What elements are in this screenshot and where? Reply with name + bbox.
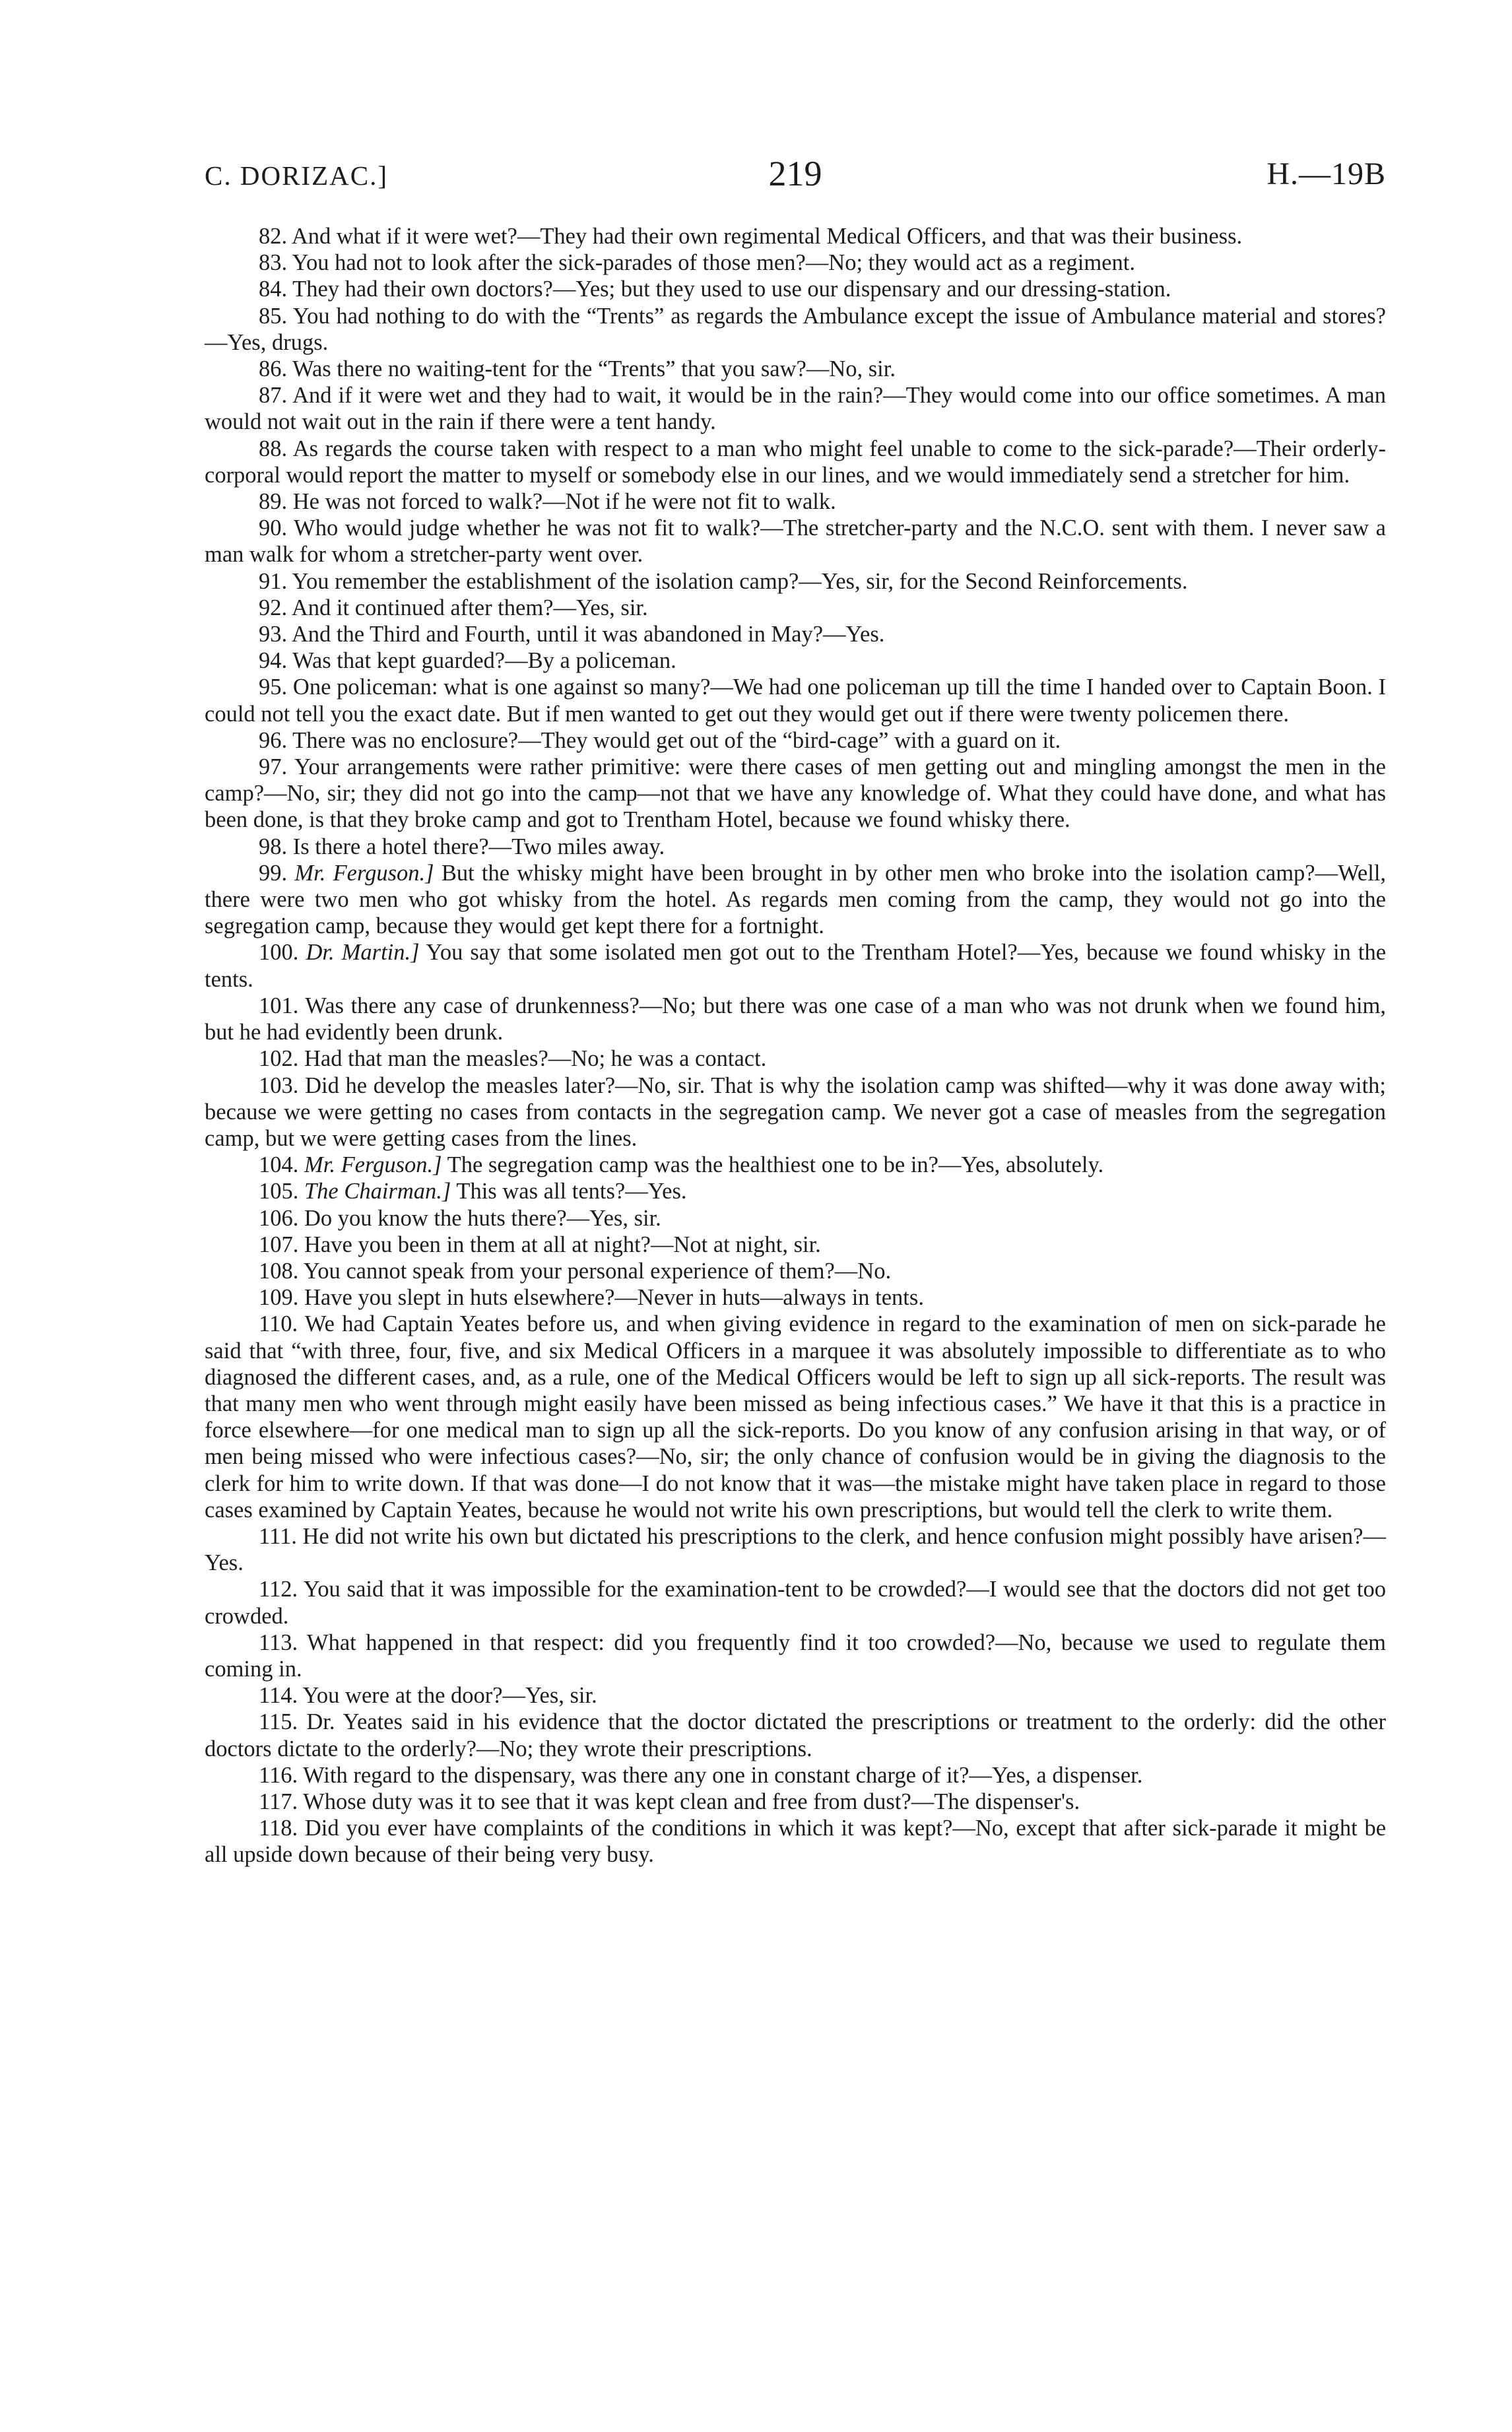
question-number: 111. [259,1523,297,1549]
testimony-paragraph [205,834,1386,860]
testimony-paragraph [205,249,1386,276]
paragraph-text: Is there a hotel there?—Two miles away. [292,834,665,859]
paragraph-text: You say that some isolated men got out to the Trentham Hotel?—Yes, because we found whisky in the tents. [205,940,1387,992]
paragraph-text: You had not to look after the sick-parades of those men?—No; they would act as a regiment. [292,250,1135,276]
testimony-paragraph [205,1523,1386,1576]
paragraph-text: And what if it were wet?—They had their own regimental Medical Officers, and that was their business. [291,224,1243,249]
testimony-paragraph [205,1629,1386,1682]
paragraph-text: You said that it was impossible for the examination-tent to be crowded?—I would see that the doctors did not get too crowded. [205,1577,1386,1629]
testimony-paragraph [205,382,1386,435]
paragraph-text: The segregation camp was the healthiest one to be in?—Yes, absolutely. [447,1152,1104,1178]
question-number: 96. [259,727,288,753]
testimony-paragraph [205,621,1386,647]
question-number: 86. [259,356,288,382]
testimony-paragraph [205,1576,1386,1629]
testimony-paragraph [205,1709,1386,1761]
question-number: 99. [259,860,288,886]
question-number: 109. [259,1285,299,1311]
question-number: 100. [259,940,299,966]
paragraph-text: This was all tents?—Yes. [456,1179,687,1204]
testimony-paragraph [205,1232,1386,1258]
paragraph-text: Do you know the huts there?—Yes, sir. [304,1205,661,1231]
testimony-paragraph [205,727,1386,754]
paragraph-text: Did you ever have complaints of the conditions in which it was kept?—No, except that after sick-parade it might be all upside down because of their being very busy. [205,1816,1387,1868]
speaker-label: Mr. Ferguson.] [294,860,434,886]
testimony-paragraph [205,568,1386,595]
question-number: 89. [259,489,288,515]
paragraph-text: As regards the course taken with respect to a man who might feel unable to come to the sick-parade?—Their orderly-corporal would report the matter to myself or somebody else in our lines, and we would immediately send a stretcher for him. [205,436,1386,488]
question-number: 95. [259,674,288,700]
speaker-label: Dr. Martin.] [306,940,420,966]
paragraph-text: Did he develop the measles later?—No, sir. That is why the isolation camp was shifted—why it was done away with; because we were getting no cases from contacts in the segregation camp. We never got a case of measles from the segregation camp, but we were getting cases from the lines. [205,1072,1386,1151]
paragraph-text: There was no enclosure?—They would get out of the “bird-cage” with a guard on it. [292,727,1061,753]
question-number: 93. [259,622,288,647]
paragraph-text: He did not write his own but dictated his prescriptions to the clerk, and hence confusion might possibly have arisen?—Yes. [205,1523,1386,1576]
page-number: 219 [768,154,822,193]
paragraph-text: You had nothing to do with the “Trents” as regards the Ambulance except the issue of Ambulance material and stores?—Yes, drugs. [205,303,1386,355]
question-number: 104. [259,1152,299,1178]
testimony-paragraph [205,276,1386,302]
paragraph-text: Was there no waiting-tent for the “Trents” that you saw?—No, sir. [292,356,896,382]
question-number: 117. [259,1789,298,1814]
paragraph-text: And it continued after them?—Yes, sir. [291,595,648,620]
testimony-body [205,223,1386,1868]
paragraph-text: Was there any case of drunkenness?—No; but there was one case of a man who was not drunk when we found him, but he had evidently been drunk. [205,993,1386,1045]
paragraph-text: Had that man the measles?—No; he was a contact. [304,1046,767,1072]
question-number: 97. [259,754,288,780]
paragraph-text: What happened in that respect: did you frequently find it too crowded?—No, because we used to regulate them coming in. [205,1629,1386,1682]
question-number: 112. [259,1577,298,1602]
testimony-paragraph [205,356,1386,382]
paragraph-text: Have you slept in huts elsewhere?—Never in huts—always in tents. [304,1285,924,1311]
question-number: 84. [259,277,288,302]
paragraph-text: Was that kept guarded?—By a policeman. [292,648,676,674]
question-number: 113. [259,1629,298,1655]
testimony-paragraph [205,1762,1386,1789]
question-number: 102. [259,1046,299,1072]
testimony-paragraph [205,303,1386,356]
testimony-paragraph [205,1152,1386,1178]
paragraph-text: He was not forced to walk?—Not if he were not fit to walk. [292,489,836,515]
testimony-paragraph [205,1284,1386,1311]
testimony-paragraph [205,488,1386,515]
question-number: 94. [259,648,288,674]
paragraph-text: You cannot speak from your personal experience of them?—No. [303,1258,892,1284]
question-number: 92. [259,595,288,620]
paragraph-text: And if it were wet and they had to wait, it would be in the rain?—They would come into our office sometimes. A man would not wait out in the rain if there were a tent handy. [205,383,1386,435]
question-number: 107. [259,1232,299,1257]
testimony-paragraph [205,1311,1386,1523]
question-number: 88. [259,436,288,461]
paper-reference: H.—19B [1266,156,1386,191]
testimony-paragraph [205,1045,1386,1072]
testimony-paragraph [205,860,1386,940]
testimony-paragraph [205,1205,1386,1232]
witness-name: C. DORIZAC.] [205,160,388,191]
testimony-paragraph [205,647,1386,674]
question-number: 82. [259,224,288,249]
paragraph-text: One policeman: what is one against so many?—We had one policeman up till the time I handed over to Captain Boon. I could not tell you the exact date. But if men wanted to get out they would get out if there were twenty policemen there. [205,674,1386,727]
question-number: 90. [259,515,288,541]
question-number: 85. [259,303,288,329]
paragraph-text: We had Captain Yeates before us, and when giving evidence in regard to the examination of men on sick-parade he said that “with three, four, five, and six Medical Officers in a marquee it was absolutely impossible to differentiate as to who diagnosed the different cases, and, as a rule, one of the Medical Officers would be left to sign up all sick-reports. The result was that many men who went through might easily have been missed as being infectious cases.” We have it that this is a practice in force elsewhere—for one medical man to sign up all the sick-reports. Do you know of any confusion arising in that way, or of men being missed who were infectious cases?—No, sir; the only chance of confusion would be in giving the diagnosis to the clerk for him to write down. If that was done—I do not know that it was—the mistake might have taken place in regard to those cases examined by Captain Yeates, because he would not write his own prescriptions, but would tell the clerk to write them. [205,1311,1386,1523]
paragraph-text: You were at the door?—Yes, sir. [302,1683,597,1709]
question-number: 114. [259,1683,298,1709]
testimony-paragraph [205,595,1386,621]
paragraph-text: And the Third and Fourth, until it was abandoned in May?—Yes. [291,622,885,647]
paragraph-text: Your arrangements were rather primitive: were there cases of men getting out and mingling amongst the men in the camp?—No, sir; they did not go into the camp—not that we have any knowledge of. What they could have done, and what has been done, is that they broke camp and got to Trentham Hotel, because we found whisky there. [205,754,1386,833]
speaker-label: Mr. Ferguson.] [304,1152,442,1178]
question-number: 106. [259,1205,299,1231]
paragraph-text: Dr. Yeates said in his evidence that the doctor dictated the prescriptions or treatment to the orderly: did the other doctors dictate to the orderly?—No; they wrote their prescriptions. [205,1709,1387,1761]
question-number: 115. [259,1709,298,1735]
question-number: 105. [259,1179,299,1204]
question-number: 87. [259,383,288,409]
paragraph-text: But the whisky might have been brought in by other men who broke into the isolation camp?—Well, there were two men who got whisky from the hotel. As regards men coming from the camp, they would not go into the segregation camp, because they would get kept there for a fortnight. [205,860,1387,939]
speaker-label: The Chairman.] [304,1179,451,1204]
testimony-paragraph [205,1072,1386,1152]
question-number: 91. [259,568,288,594]
testimony-paragraph [205,754,1386,834]
paragraph-text: Have you been in them at all at night?—Not at night, sir. [304,1232,821,1257]
testimony-paragraph [205,1258,1386,1284]
testimony-paragraph [205,436,1386,488]
question-number: 110. [259,1311,298,1337]
question-number: 98. [259,834,288,859]
page-header [205,153,1386,199]
testimony-paragraph [205,993,1386,1045]
paragraph-text: Who would judge whether he was not fit to walk?—The stretcher-party and the N.C.O. sent with them. I never saw a man walk for whom a stretcher-party went over. [205,515,1386,568]
paragraph-text: With regard to the dispensary, was there any one in constant charge of it?—Yes, a dispenser. [303,1762,1143,1788]
question-number: 101. [259,993,299,1018]
paragraph-text: Whose duty was it to see that it was kept clean and free from dust?—The dispenser's. [303,1789,1080,1814]
paragraph-text: You remember the establishment of the isolation camp?—Yes, sir, for the Second Reinforcements. [292,568,1188,594]
paragraph-text: They had their own doctors?—Yes; but they used to use our dispensary and our dressing-station. [292,277,1171,302]
testimony-paragraph [205,1682,1386,1709]
testimony-paragraph [205,1815,1386,1868]
question-number: 108. [259,1258,299,1284]
testimony-paragraph [205,515,1386,568]
testimony-paragraph [205,939,1386,992]
question-number: 103. [259,1072,299,1098]
testimony-paragraph [205,674,1386,727]
question-number: 83. [259,250,288,276]
testimony-paragraph [205,1789,1386,1815]
testimony-paragraph [205,223,1386,249]
testimony-paragraph [205,1178,1386,1204]
question-number: 118. [259,1816,298,1841]
question-number: 116. [259,1762,298,1788]
